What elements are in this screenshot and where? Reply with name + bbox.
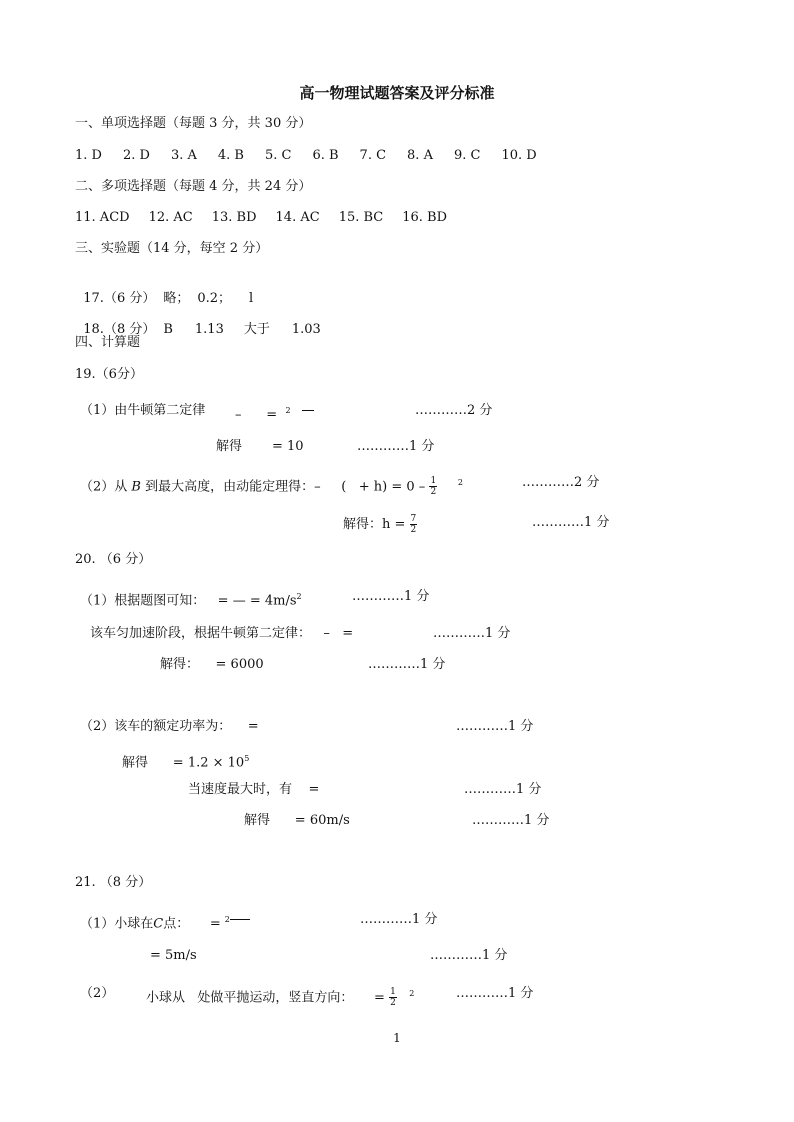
q21-part2-fraction	[389, 987, 397, 1008]
q20-part2-text: （2）该车的额定功率为： =	[80, 719, 259, 734]
q19-part2-row	[80, 474, 463, 497]
q21-label: 21. （8 分）	[75, 875, 152, 890]
q19-part2-frac-den: 2	[430, 487, 437, 498]
q21-part2-frac-den: 2	[390, 998, 396, 1009]
q20-part1b-score: …………1 分	[433, 626, 511, 641]
q20-part1c-score: …………1 分	[368, 657, 446, 672]
q20-part2d-score: …………1 分	[472, 813, 550, 828]
q19-part2-text-c: 到最大高度，由动能定理得：– ( + h) = 0 –	[145, 479, 426, 495]
q20-part2b	[122, 750, 249, 772]
q21-part2-label: （2）	[80, 986, 115, 1001]
section-1-heading: 一、单项选择题（每题 3 分，共 30 分）	[75, 116, 312, 131]
mc2-answer-6: 16. BD	[402, 210, 448, 225]
mc1-answer-10: 10. D	[501, 148, 537, 163]
mc2-answer-2: 12. AC	[148, 210, 193, 225]
q21-part2	[146, 985, 414, 1008]
q21-part1	[80, 911, 230, 933]
q19-part2-score: …………2 分	[522, 475, 600, 490]
q18-answer-3: 大于	[243, 322, 270, 337]
q19-part1-score: …………2 分	[415, 403, 493, 418]
q21-part1-text-c: 点： =	[163, 916, 221, 932]
q20-part2b-text: 解得 = 1.2 × 10	[122, 755, 245, 771]
q21-part1-sup: 2	[224, 915, 230, 924]
q17-answer-2: 0.2；	[197, 291, 232, 306]
q17-answer-1: 略；	[163, 291, 190, 306]
q19-label: 19.（6分）	[75, 367, 143, 382]
q21-part1-text-a: （1）小球在	[80, 916, 154, 932]
q21-part1-score: …………1 分	[360, 912, 438, 927]
mc1-answer-3: 3. A	[170, 148, 197, 163]
q20-part1	[80, 588, 302, 610]
q19-part2-frac2-num: 7	[410, 514, 417, 524]
mc1-answer-8: 8. A	[407, 148, 433, 163]
section-2-heading: 二、多项选择题（每题 4 分，共 24 分）	[75, 179, 312, 194]
q19-part2-fraction	[429, 476, 437, 497]
q17-label: 17.（6 分）	[83, 291, 156, 306]
mc1-answer-4: 4. B	[217, 148, 244, 163]
q19-part2-text-a: （2）从	[80, 479, 128, 495]
section-4-heading: 四、计算题	[75, 335, 141, 350]
q20-part2b-sup: 5	[244, 754, 250, 763]
mc1-answer-5: 5. C	[264, 148, 292, 163]
q20-part2d-text: 解得 = 60m/s	[244, 813, 350, 828]
q19-part1-solve-label: 解得	[216, 439, 243, 454]
q21-part2-frac-num: 1	[390, 987, 396, 998]
q21-part1-frac-bar	[230, 919, 250, 920]
q19-part2-solve	[343, 514, 417, 535]
mc2-answer-1: 11. ACD	[75, 210, 130, 225]
page-number: 1	[393, 1031, 401, 1045]
section-2-answers	[75, 209, 466, 227]
mc2-answer-3: 13. BD	[211, 210, 257, 225]
q19-part1-eq-text: – =	[235, 407, 278, 423]
q20-part2c-text: 当速度最大时，有 =	[188, 782, 320, 797]
q21-part1d-score: …………1 分	[430, 948, 508, 963]
mc1-answer-6: 6. B	[312, 148, 339, 163]
q21-part2-sup: 2	[409, 989, 415, 998]
q19-part2-frac-num: 1	[430, 476, 437, 487]
q21-part1-point-c: C	[153, 916, 164, 932]
q19-part1-sup: 2	[285, 406, 291, 415]
q19-part1-equation	[235, 402, 291, 424]
q20-part1-score: …………1 分	[352, 589, 430, 604]
q19-part2-frac2-den: 2	[410, 525, 417, 535]
q21-part1d-text: = 5m/s	[150, 948, 197, 963]
q18-answer-2: 1.13	[194, 322, 224, 337]
q20-part1-sup: 2	[296, 592, 302, 601]
mc2-answer-5: 15. BC	[338, 210, 384, 225]
section-3-heading: 三、实验题（14 分，每空 2 分）	[75, 241, 269, 256]
section-1-answers	[75, 147, 558, 165]
q19-part2-solve-text: 解得：h =	[343, 517, 406, 532]
mc2-answer-4: 14. AC	[275, 210, 320, 225]
mc1-answer-7: 7. C	[359, 148, 387, 163]
q18-answer-4: 1.03	[291, 322, 321, 337]
mc1-answer-2: 2. D	[122, 148, 150, 163]
q19-part1-result: = 10	[272, 439, 304, 454]
q18-answer-1: B	[163, 322, 173, 337]
q21-part2-score: …………1 分	[456, 986, 534, 1001]
mc1-answer-1: 1. D	[75, 148, 102, 163]
q18-label: 18.（8 分）	[83, 322, 156, 337]
q20-part2-score: …………1 分	[456, 719, 534, 734]
q19-part1-frac-bar	[302, 410, 314, 411]
q21-part2-text: 小球从 处做平抛运动，竖直方向： =	[146, 990, 385, 1006]
q20-part2c-score: …………1 分	[464, 782, 542, 797]
q19-part2-sup: 2	[457, 478, 463, 487]
q20-part1-text: （1）根据题图可知： = — = 4m/s	[80, 593, 297, 609]
q19-part2-point-b: B	[131, 479, 141, 495]
q17-answer-3: l	[249, 291, 254, 306]
q19-part2-fraction-2	[410, 514, 418, 535]
q19-part1-result-score: …………1 分	[357, 439, 435, 454]
q20-label: 20. （6 分）	[75, 552, 152, 567]
q19-part1-text: （1）由牛顿第二定律	[80, 403, 206, 418]
q20-part1c-text: 解得： = 6000	[160, 657, 264, 672]
q19-part2-result-score: …………1 分	[532, 515, 610, 530]
mc1-answer-9: 9. C	[453, 148, 481, 163]
q20-part1b-text: 该车匀加速阶段，根据牛顿第二定律： – =	[90, 626, 354, 641]
document-title: 高一物理试题答案及评分标准	[299, 84, 495, 102]
